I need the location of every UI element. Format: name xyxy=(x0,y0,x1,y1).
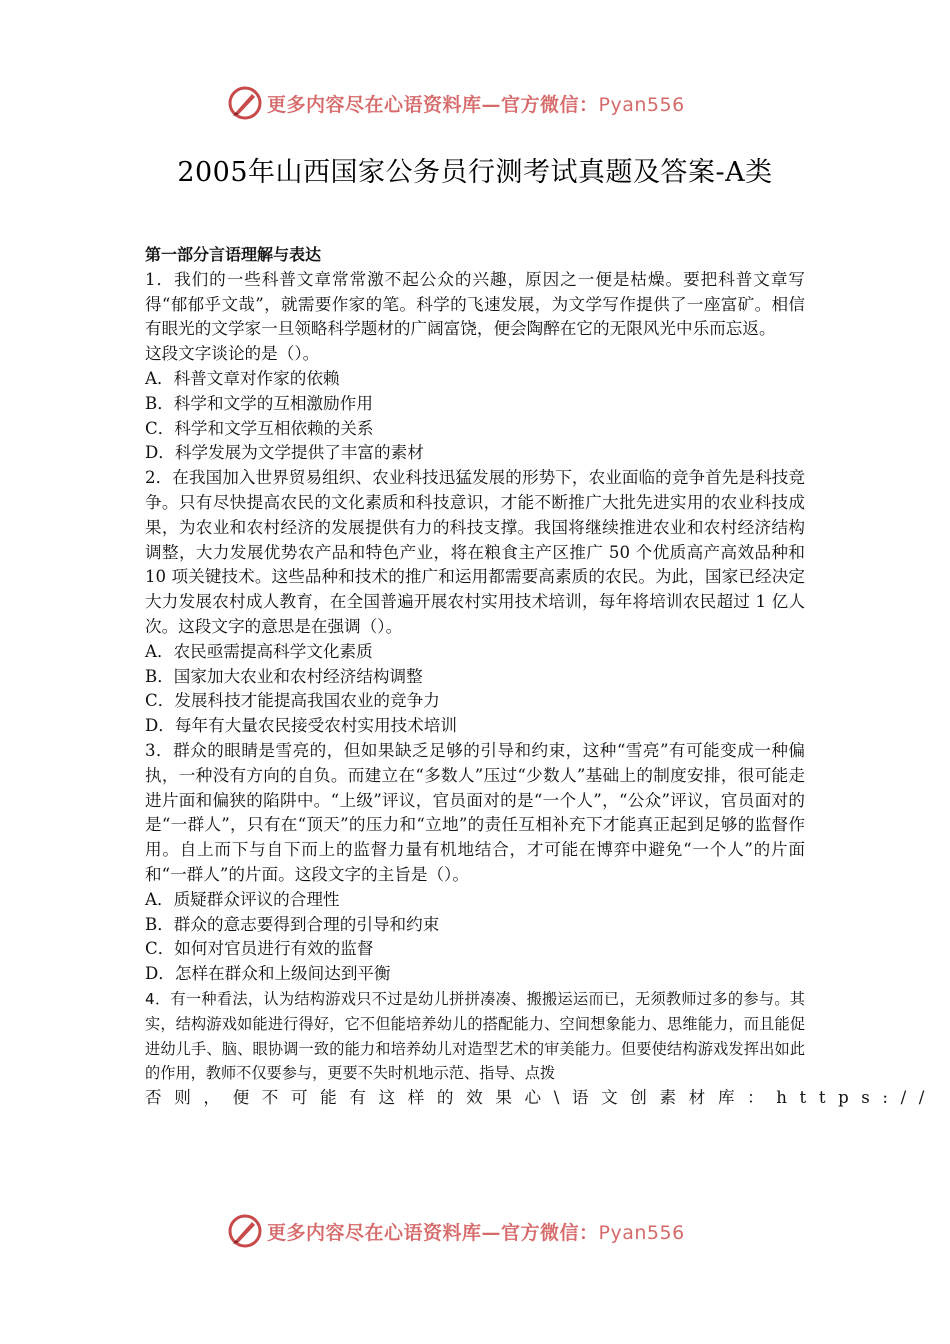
brush-pen-logo-icon xyxy=(227,85,263,121)
brush-pen-logo-icon xyxy=(227,1213,263,1249)
question-3-option-d: D．怎样在群众和上级间达到平衡 xyxy=(145,964,391,984)
section-title: 第一部分言语理解与表达 xyxy=(145,245,322,264)
question-2-option-c: C．发展科技才能提高我国农业的竞争力 xyxy=(145,691,440,711)
question-2-option-a: A．农民亟需提高科学文化素质 xyxy=(145,641,373,661)
question-3-stem: 3．群众的眼睛是雪亮的，但如果缺乏足够的引导和约束，这种“雪亮”有可能变成一种偏执，一种没有方向的自负。而建立在“多数人”压过“少数人”基础上的制度安排，很可能走进片面和偏狭的陷阱中。“上级”评议，官员面对的是“一个人”，“公众”评议，官员面对的是“一群人”，只有在“顶天”的压力和“立地”的责任互相补充下才能真正起到足够的监督作用。自上而下与自下而上的监督力量有机地结合，才可能在博弈中避免“一个人”的片面和“一群人”的片面。这段文字的主旨是（）。 xyxy=(145,740,805,884)
watermark-banner-top xyxy=(0,81,950,125)
question-1-option-c: C．科学和文学互相依赖的关系 xyxy=(145,418,374,438)
question-3-option-c: C．如何对官员进行有效的监督 xyxy=(145,939,374,959)
question-3-option-b: B．群众的意志要得到合理的引导和约束 xyxy=(145,914,440,934)
watermark-text: 更多内容尽在心语资料库—官方微信：Pyan556 xyxy=(267,1221,685,1244)
wechat-id: Pyan556 xyxy=(598,1221,685,1244)
page-title: 2005年山西国家公务员行测考试真题及答案-A类 xyxy=(177,157,773,188)
question-4-last-line: 否则，便不可能有这样的效果心\语文创素材库：https:// xyxy=(145,1088,937,1108)
question-1-option-a: A．科普文章对作家的依赖 xyxy=(145,368,340,388)
question-1-prompt: 这段文字谈论的是（）。 xyxy=(145,344,320,364)
question-2-option-d: D．每年有大量农民接受农村实用技术培训 xyxy=(145,716,457,736)
question-1-option-b: B．科学和文学的互相激励作用 xyxy=(145,393,373,413)
wechat-id: Pyan556 xyxy=(598,93,685,116)
question-4-stem: 4．有一种看法，认为结构游戏只不过是幼儿拼拼凑凑、搬搬运运而已，无须教师过多的参与。其实，结构游戏如能进行得好，它不但能培养幼儿的搭配能力、空间想象能力、思维能力，而且能促进幼儿手、脑、眼协调一致的能力和培养幼儿对造型艺术的审美能力。但要使结构游戏发挥出如此的作用，教师不仅要参与，更要不失时机地示范、指导、点拨 xyxy=(145,989,805,1083)
question-3-option-a: A．质疑群众评议的合理性 xyxy=(145,889,340,909)
question-1-stem: 1．我们的一些科普文章常常激不起公众的兴趣，原因之一便是枯燥。要把科普文章写得“郁郁乎文哉”，就需要作家的笔。科学的飞速发展，为文学写作提供了一座富矿。相信有眼光的文学家一旦领略科学题材的广阔富饶，便会陶醉在它的无限风光中乐而忘返。 xyxy=(145,269,805,339)
watermark-text: 更多内容尽在心语资料库—官方微信：Pyan556 xyxy=(267,93,685,116)
question-2-option-b: B．国家加大农业和农村经济结构调整 xyxy=(145,666,423,686)
question-1-option-d: D．科学发展为文学提供了丰富的素材 xyxy=(145,443,424,463)
watermark-banner-bottom xyxy=(0,1209,950,1253)
document-body xyxy=(145,243,937,1111)
question-2-stem: 2．在我国加入世界贸易组织、农业科技迅猛发展的形势下，农业面临的竞争首先是科技竞争。只有尽快提高农民的文化素质和科技意识，才能不断推广大批先进实用的农业科技成果，为农业和农村经济的发展提供有力的科技支撑。我国将继续推进农业和农村经济结构调整，大力发展优势农产品和特色产业，将在粮食主产区推广 50 个优质高产高效品种和 10 项关键技术。这些品种和技术的推广和运用都需要高素质的农民。为此，国家已经决定大力发展农村成人教育，在全国普遍开展农村实用技术培训，每年将培训农民超过 1 亿人次。这段文字的意思是在强调（）。 xyxy=(145,468,805,636)
